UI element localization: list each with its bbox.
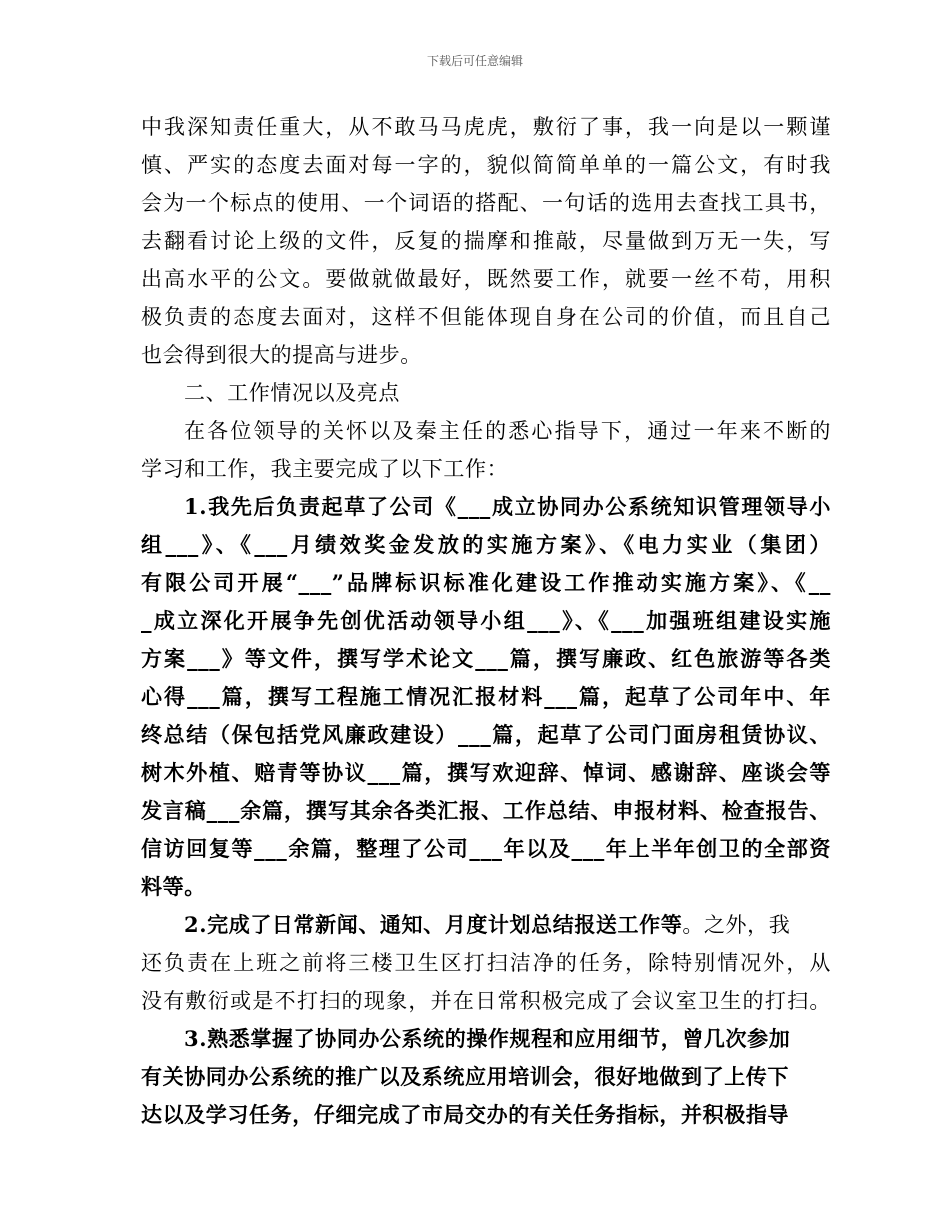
item-1-line: 树木外植、赔青等协议___篇，撰写欢迎辞、悼词、感谢辞、座谈会等	[141, 760, 831, 785]
item-3-text: 协同办公系统的操作规程和应用细节，	[315, 1026, 683, 1051]
item-1-line: 有限公司开展“___”品牌标识标准化建设工作推动实施方案》、《__	[141, 570, 831, 595]
body-line: 在各位领导的关怀以及秦主任的悉心指导下，通过一年来不断的	[184, 419, 831, 443]
item-1-line: 终总结（保包括党风廉政建设）___篇，起草了公司门面房租赁协议、	[141, 722, 831, 747]
item-3-line	[141, 1103, 831, 1127]
body-line: 出高水平的公文。要做就做最好，既然要工作，就要一丝不苟，用积	[141, 267, 831, 291]
item-3-text: 3.熟悉掌握了	[184, 1026, 316, 1051]
item-1-line: 1.我先后负责起草了公司《___成立协同办公系统知识管理领导小	[184, 494, 831, 519]
body-line: 学习和工作，我主要完成了以下工作：	[141, 457, 509, 481]
item-3-text: 并积极指导	[681, 1102, 790, 1127]
body-line: 也会得到很大的提高与进步。	[141, 343, 422, 367]
item-2-text: 。之外，我	[682, 913, 791, 937]
item-1-line: 信访回复等___余篇，整理了公司___年以及___年上半年创卫的全部资	[141, 836, 831, 861]
item-1-line: 料等。	[141, 874, 206, 899]
body-line: 极负责的态度去面对，这样不但能体现自身在公司的价值，而且自己	[141, 305, 831, 329]
item-2-line	[184, 913, 831, 937]
item-3-line	[184, 1027, 831, 1051]
item-3-text: 很好地做到了上传下	[594, 1064, 790, 1089]
item-1-line: 组___》、《___月绩效奖金发放的实施方案》、《电力实业（集团）	[141, 532, 831, 557]
body-line: 去翻看讨论上级的文件，反复的揣摩和推敲，尽量做到万无一失，写	[141, 229, 831, 253]
item-1-line: 发言稿___余篇，撰写其余各类汇报、工作总结、申报材料、检查报告、	[141, 798, 831, 823]
section-heading: 二、工作情况以及亮点	[184, 381, 400, 405]
body-line: 还负责在上班之前将三楼卫生区打扫洁净的任务，除特别情况外，从	[141, 951, 831, 975]
body-line: 慎、严实的态度去面对每一字的，貌似简简单单的一篇公文，有时我	[141, 153, 831, 177]
body-line: 中我深知责任重大，从不敢马马虎虎，敷衍了事，我一向是以一颗谨	[141, 115, 831, 139]
item-3-text: 有关协同办公系统的推广以及系统应用培训会，	[141, 1064, 595, 1089]
item-1-line: 方案___》等文件，撰写学术论文___篇，撰写廉政、红色旅游等各类	[141, 646, 831, 671]
page-header: 下载后可任意编辑	[426, 54, 523, 68]
body-line: 会为一个标点的使用、一个词语的搭配、一句话的选用去查找工具书，	[141, 191, 831, 215]
item-3-text: 曾几次参加	[682, 1026, 791, 1051]
item-3-text: 仔细完成了市局交办的有关任务指标，	[313, 1102, 682, 1127]
item-1-line: 心得___篇，撰写工程施工情况汇报材料___篇，起草了公司年中、年	[141, 684, 831, 709]
item-3-text: 达以及学习任务，	[141, 1102, 314, 1127]
item-2-bold-text: 2.完成了日常新闻、通知、月度计划总结报送工作等	[184, 912, 683, 937]
item-3-line	[141, 1065, 831, 1089]
body-line: 没有敷衍或是不打扫的现象，并在日常积极完成了会议室卫生的打扫。	[141, 989, 831, 1013]
item-1-line: _成立深化开展争先创优活动领导小组___》、《___加强班组建设实施	[141, 608, 831, 633]
